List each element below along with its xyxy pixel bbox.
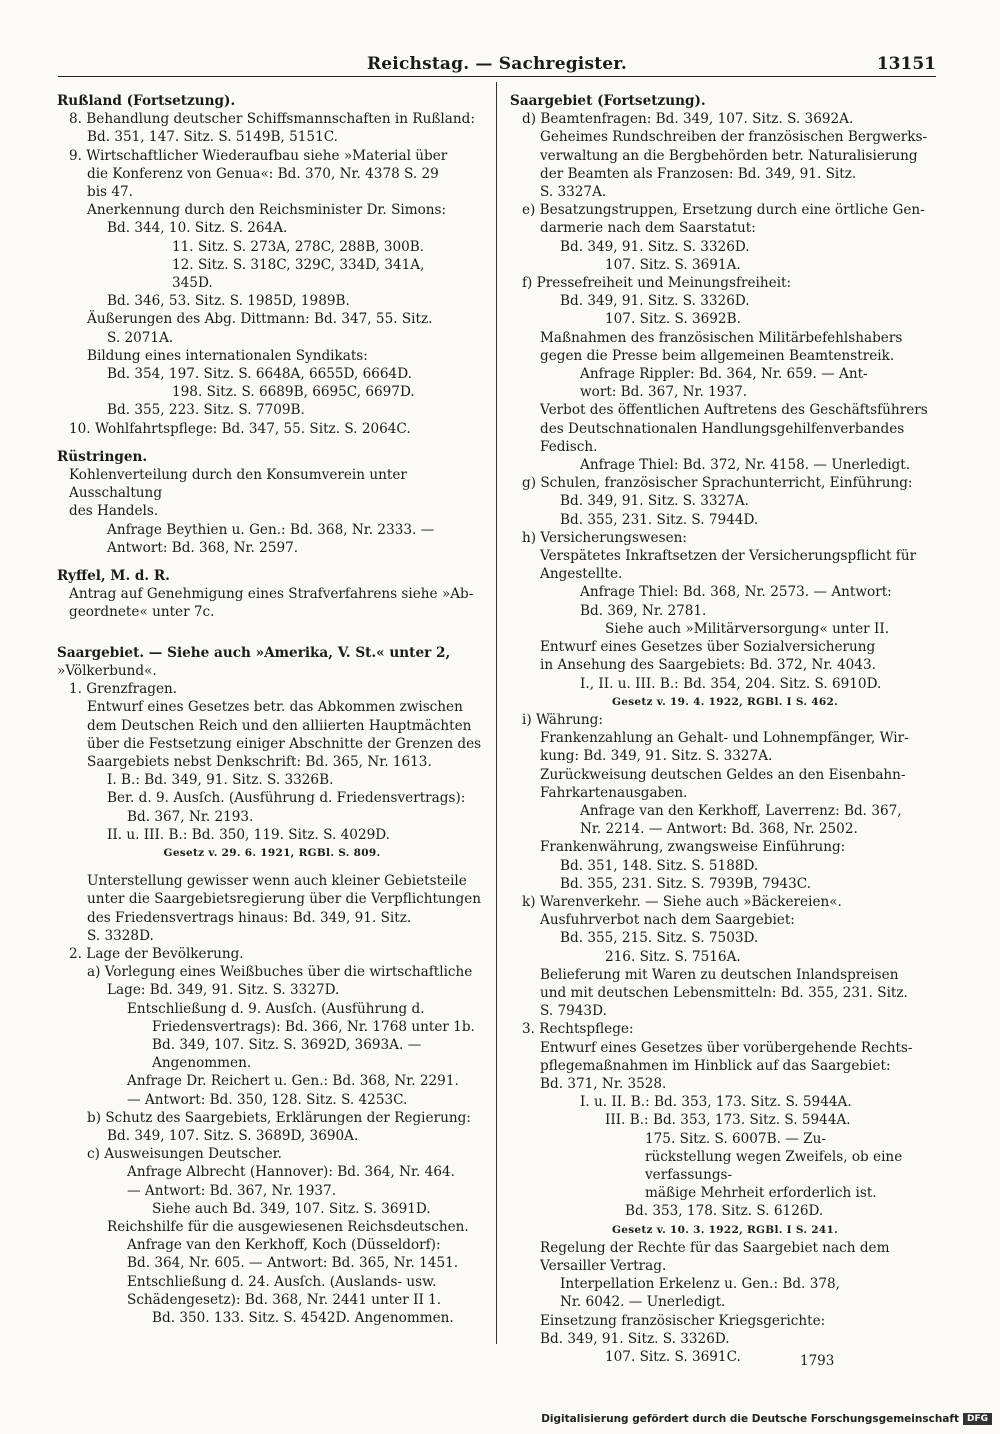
right-column-line: Bd. 349, 91. Sitz. S. 3326D. [540,1330,730,1347]
right-column-line: 175. Sitz. S. 6007B. — Zu- [645,1130,826,1147]
left-column-line: Rußland (Fortsetzung). [57,93,236,109]
dfg-logo-icon: DFG [963,1413,992,1425]
right-column-line: Bd. 371, Nr. 3528. [540,1075,667,1092]
page-number: 1793 [800,1353,835,1369]
right-column-line: Anfrage van den Kerkhoff, Laverrenz: Bd. 367, [580,802,902,819]
right-column-line: Ausfuhrverbot nach dem Saargebiet: [540,912,795,929]
right-column-line: Bd. 355, 231. Sitz. S. 7944D. [560,511,759,528]
left-column-line: S. 2071A. [107,329,174,346]
right-column-line: Verspätetes Inkraftsetzen der Versicherungspflicht für [540,548,917,565]
left-column-line: Bd. 351, 147. Sitz. S. 5149B, 5151C. [87,129,338,146]
left-column-line: Entwurf eines Gesetzes betr. das Abkommen zwischen [87,699,463,716]
right-column-line: und mit deutschen Lebensmitteln: Bd. 355, 231. Sitz. [540,984,908,1001]
footer-text: Digitalisierung gefördert durch die Deutsche Forschungsgemeinschaft [541,1413,959,1425]
left-column-line: b) Schutz des Saargebiets, Erklärungen der Regierung: [87,1109,471,1126]
left-column-line: Entschließung d. 24. Ausſch. (Auslands- usw. [127,1273,437,1290]
right-column-line: Nr. 6042. — Unerledigt. [560,1294,726,1311]
left-column-line: Reichshilfe für die ausgewiesenen Reichsdeutschen. [107,1218,469,1235]
right-column-line: Entwurf eines Gesetzes über vorübergehende Rechts- [540,1039,913,1056]
right-column-line: S. 3327A. [540,184,607,201]
right-column-line: I., II. u. III. B.: Bd. 354, 204. Sitz. S. 6910D. [580,675,882,692]
left-column-line: Bd. 354, 197. Sitz. S. 6648A, 6655D, 6664D. [107,366,412,383]
left-column-line: Gesetz v. 29. 6. 1921, RGBl. S. 809. [163,846,381,859]
left-column-line: Bd. 364, Nr. 605. — Antwort: Bd. 365, Nr. 1451. [127,1255,459,1272]
page-header [58,54,936,77]
header-title: Reichstag. — Sachregister. [366,54,628,74]
left-column-line: 12. Sitz. S. 318C, 329C, 334D, 341A, [172,256,425,273]
left-column-line: Entschließung d. 9. Ausſch. (Ausführung d. [127,1000,425,1017]
left-column-line: Bd. 346, 53. Sitz. S. 1985D, 1989B. [107,293,350,310]
right-column-line: Bd. 349, 91. Sitz. S. 3326D. [560,293,750,310]
right-column-line: Bd. 369, Nr. 2781. [580,602,707,619]
left-column-line: Äußerungen des Abg. Dittmann: Bd. 347, 55. Sitz. [87,311,433,328]
right-column-line: Anfrage Rippler: Bd. 364, Nr. 659. — Ant- [580,366,868,383]
right-column-line: Belieferung mit Waren zu deutschen Inlandspreisen [540,966,899,983]
right-column-line: wort: Bd. 367, Nr. 1937. [580,384,748,401]
left-column-line: Rüstringen. [57,448,148,465]
left-column-line: Anfrage Beythien u. Gen.: Bd. 368, Nr. 2333. — [107,521,435,538]
left-column-line: Bd. 355, 223. Sitz. S. 7709B. [107,402,305,419]
left-column-line: Bd. 349, 107. Sitz. S. 3689D, 3690A. [107,1127,359,1144]
right-column-line: der Beamten als Franzosen: Bd. 349, 91. Sitz. [540,165,857,182]
left-column-line: 10. Wohlfahrtspflege: Bd. 347, 55. Sitz. S. 2064C. [69,420,411,437]
left-column-line: Anfrage Dr. Reichert u. Gen.: Bd. 368, Nr. 2291. [127,1073,459,1090]
right-column-line: in Ansehung des Saargebiets: Bd. 372, Nr. 4043. [540,657,876,674]
right-column-line: i) Währung: [522,711,603,728]
left-column-line: unter die Saargebietsregierung über die Verpflichtungen [87,891,482,908]
right-column-line: Geheimes Rundschreiben der französischen Bergwerks- [540,129,928,146]
right-column-line: III. B.: Bd. 353, 173. Sitz. S. 5944A. [605,1112,851,1129]
right-column-line: d) Beamtenfragen: Bd. 349, 107. Sitz. S. 3692A. [522,111,854,128]
right-column-line: Entwurf eines Gesetzes über Sozialversicherung [540,639,876,656]
right-column-line: 216. Sitz. S. 7516A. [605,948,741,965]
right-column-line: Bd. 349, 91. Sitz. S. 3326D. [560,238,750,255]
right-column-line: S. 7943D. [540,1003,607,1020]
left-column-line: Anerkennung durch den Reichsminister Dr. Simons: [87,202,447,219]
right-column-line: Einsetzung französischer Kriegsgerichte: [540,1312,826,1329]
right-column-line: kung: Bd. 349, 91. Sitz. S. 3327A. [540,748,773,765]
left-column-line: Bd. 350. 133. Sitz. S. 4542D. Angenommen. [152,1310,454,1326]
right-column-line: I. u. II. B.: Bd. 353, 173. Sitz. S. 5944A. [580,1094,852,1111]
right-column-line: h) Versicherungswesen: [522,529,687,546]
right-column-line: Frankenzahlung an Gehalt- und Lohnempfänger, Wir- [540,730,909,747]
right-column-line: darmerie nach dem Saarstatut: [540,220,756,237]
right-column-line: Anfrage Thiel: Bd. 368, Nr. 2573. — Antwort: [580,584,892,601]
left-column-line: Saargebiets nebst Denkschrift: Bd. 365, Nr. 1613. [87,753,432,770]
left-column-line: Siehe auch Bd. 349, 107. Sitz. S. 3691D. [152,1200,431,1217]
left-column-line: Friedensvertrags): Bd. 366, Nr. 1768 unter 1b. [152,1018,475,1035]
right-column-line: g) Schulen, französischer Sprachunterricht, Einführung: [522,475,913,492]
right-column-line: 3. Rechtspflege: [522,1021,634,1038]
right-column-line: Bd. 355, 215. Sitz. S. 7503D. [560,930,759,947]
right-column-line: 107. Sitz. S. 3691C. [605,1349,741,1366]
header-page-number: 13151 [876,54,936,74]
right-column-line: verwaltung an die Bergbehörden betr. Naturalisierung [540,147,918,164]
left-column-line: bis 47. [87,184,133,201]
left-column-line [57,622,487,644]
left-column-line: Angenommen. [152,1055,252,1072]
right-column-line: Saargebiet (Fortsetzung). [510,93,706,109]
right-column-line: Nr. 2214. — Antwort: Bd. 368, Nr. 2502. [580,821,858,838]
left-column-line: c) Ausweisungen Deutscher. [87,1146,282,1163]
left-column-line: S. 3328D. [87,927,154,944]
left-column-line: des Handels. [69,503,159,520]
left-column [57,92,487,1327]
right-column-line: mäßige Mehrheit erforderlich ist. [645,1185,877,1202]
left-column-line: Antrag auf Genehmigung eines Strafverfahrens siehe »Ab- [69,586,474,603]
right-column-line: 107. Sitz. S. 3692B. [605,311,741,328]
right-column-line: Regelung der Rechte für das Saargebiet nach dem [540,1239,890,1256]
left-column-line: Kohlenverteilung durch den Konsumverein unter Ausschaltung [69,467,407,502]
right-column-line: pflegemaßnahmen im Hinblick auf das Saargebiet: [540,1057,891,1074]
left-column-line: — Antwort: Bd. 350, 128. Sitz. S. 4253C. [127,1091,408,1108]
right-column-line: Interpellation Erkelenz u. Gen.: Bd. 378, [560,1276,840,1293]
left-column-line: Bildung eines internationalen Syndikats: [87,347,368,364]
left-column-line [57,438,487,448]
left-column-line: II. u. III. B.: Bd. 350, 119. Sitz. S. 4029D. [107,826,390,843]
left-column-line: Ber. d. 9. Ausſch. (Ausführung d. Friedensvertrags): [107,790,466,807]
right-column-line: Bd. 349, 91. Sitz. S. 3327A. [560,493,749,510]
left-column-line: Antwort: Bd. 368, Nr. 2597. [107,539,299,556]
left-column-line [57,862,487,872]
left-column-line: geordnete« unter 7c. [69,604,215,621]
left-column-line: Bd. 344, 10. Sitz. S. 264A. [107,220,288,237]
left-column-line: 1. Grenzfragen. [69,681,178,698]
right-column-line: Gesetz v. 10. 3. 1922, RGBl. I S. 241. [611,1223,839,1236]
right-column-line: Bd. 353, 178. Sitz. S. 6126D. [625,1203,824,1220]
left-column-line: Anfrage Albrecht (Hannover): Bd. 364, Nr. 464. [127,1164,455,1181]
right-column-line: k) Warenverkehr. — Siehe auch »Bäckereien«. [522,893,842,910]
left-column-line: Saargebiet. — Siehe auch »Amerika, V. St.« unter 2, [57,644,451,661]
left-column-line: a) Vorlegung eines Weißbuches über die wirtschaftliche [87,964,473,981]
left-column-line: 2. Lage der Bevölkerung. [69,945,244,962]
right-column-line: Fahrkartenausgaben. [540,784,688,801]
right-column [510,92,940,1366]
left-column-line: Lage: Bd. 349, 91. Sitz. S. 3327D. [107,982,340,999]
left-column-line: 198. Sitz. S. 6689B, 6695C, 6697D. [172,384,415,401]
left-column-line [57,557,487,567]
right-column-line: Maßnahmen des französischen Militärbefehlshabers [540,329,903,346]
right-column-line: Bd. 355, 231. Sitz. S. 7939B, 7943C. [560,875,811,892]
right-column-line: Bd. 351, 148. Sitz. S. 5188D. [560,857,759,874]
right-column-line: e) Besatzungstruppen, Ersetzung durch eine örtliche Gen- [522,202,925,219]
right-column-line: Zurückweisung deutschen Geldes an den Eisenbahn- [540,766,906,783]
right-column-line: Versailler Vertrag. [540,1258,667,1274]
right-column-line: 107. Sitz. S. 3691A. [605,256,741,273]
right-column-line: des Deutschnationalen Handlungsgehilfenverbandes [540,420,905,437]
left-column-line: »Völkerbund«. [57,662,157,679]
column-divider [496,82,497,1344]
right-column-line: Fedisch. [540,438,598,455]
left-column-line: die Konferenz von Genua«: Bd. 370, Nr. 4378 S. 29 [87,165,439,182]
left-column-line: 8. Behandlung deutscher Schiffsmannschaften in Rußland: [69,111,475,128]
left-column-line: 9. Wirtschaftlicher Wiederaufbau siehe »Material über [69,147,448,164]
right-column-line: Verbot des öffentlichen Auftretens des Geschäftsführers [540,402,928,419]
left-column-line: I. B.: Bd. 349, 91. Sitz. S. 3326B. [107,772,334,789]
left-column-line: dem Deutschen Reich und den alliierten Hauptmächten [87,717,472,734]
left-column-line: Bd. 367, Nr. 2193. [127,808,254,825]
footer [541,1410,992,1428]
right-column-line: gegen die Presse beim allgemeinen Beamtenstreik. [540,347,895,364]
left-column-line: über die Festsetzung einiger Abschnitte der Grenzen des [87,735,482,752]
right-column-line: rückstellung wegen Zweifels, ob eine verfassungs- [645,1148,903,1183]
left-column-line: 345D. [172,275,213,292]
right-column-line: Frankenwährung, zwangsweise Einführung: [540,839,846,856]
left-column-line: 11. Sitz. S. 273A, 278C, 288B, 300B. [172,238,425,255]
right-column-line: f) Pressefreiheit und Meinungsfreiheit: [522,275,792,292]
left-column-line: Ryffel, M. d. R. [57,568,170,585]
left-column-line: des Friedensvertrags hinaus: Bd. 349, 91. Sitz. [87,909,412,926]
right-column-line: Anfrage Thiel: Bd. 372, Nr. 4158. — Unerledigt. [580,457,911,474]
left-column-line: Unterstellung gewisser wenn auch kleiner Gebietsteile [87,873,467,890]
right-column-line: Gesetz v. 19. 4. 1922, RGBl. I S. 462. [611,695,839,708]
left-column-line: Schädengesetz): Bd. 368, Nr. 2441 unter II 1. [127,1291,442,1308]
right-column-line: Angestellte. [540,566,623,583]
left-column-line: Anfrage van den Kerkhoff, Koch (Düsseldorf): [127,1237,441,1254]
left-column-line: — Antwort: Bd. 367, Nr. 1937. [127,1182,337,1199]
right-column-line: Siehe auch »Militärversorgung« unter II. [605,620,890,637]
left-column-line: Bd. 349, 107. Sitz. S. 3692D, 3693A. — [152,1036,422,1053]
